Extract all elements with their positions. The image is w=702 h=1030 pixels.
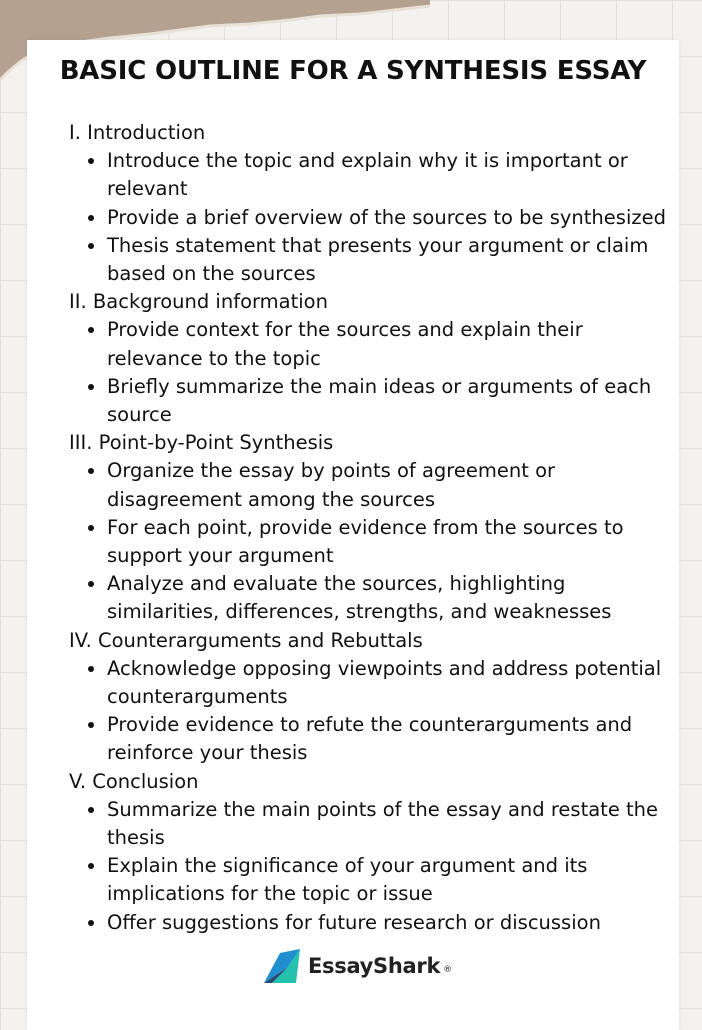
section-points [69,796,669,937]
section-points [69,147,669,288]
registered-mark: ® [443,965,453,975]
list-item: Explain the significance of your argument and its implications for the topic or issue [107,852,669,908]
list-item: Provide a brief overview of the sources to be synthesized [107,204,669,232]
list-item: Provide context for the sources and explain their relevance to the topic [107,316,669,372]
section-points [69,655,669,768]
list-item: Analyze and evaluate the sources, highlighting similarities, differences, strengths, and weaknesses [107,570,669,626]
page-title: BASIC OUTLINE FOR A SYNTHESIS ESSAY [59,56,647,86]
section-heading: II. Background information [69,290,328,314]
list-item: Briefly summarize the main ideas or arguments of each source [107,373,669,429]
section-points [69,457,669,626]
outline-section [69,429,669,626]
outline-list [69,119,669,937]
section-heading: IV. Counterarguments and Rebuttals [69,628,423,652]
list-item: Summarize the main points of the essay and restate the thesis [107,796,669,852]
outline-section [69,119,669,288]
section-points [69,316,669,429]
section-heading: I. Introduction [69,121,206,144]
outline-section [69,627,669,768]
outline-section [69,288,669,429]
list-item: Provide evidence to refute the counterarguments and reinforce your thesis [107,711,669,767]
list-item: Thesis statement that presents your argument or claim based on the sources [107,232,669,288]
brand-logo [262,946,452,986]
outline-section [69,768,669,937]
list-item: For each point, provide evidence from the sources to support your argument [107,514,669,570]
section-heading: III. Point-by-Point Synthesis [69,431,334,455]
shark-fin-logo-icon [262,947,302,985]
section-heading: V. Conclusion [69,769,199,793]
brand-name: EssayShark [308,954,441,978]
list-item: Organize the essay by points of agreement or disagreement among the sources [107,457,669,513]
list-item: Acknowledge opposing viewpoints and address potential counterarguments [107,655,669,711]
list-item: Offer suggestions for future research or discussion [107,909,669,937]
outline-card [27,40,679,1030]
list-item: Introduce the topic and explain why it is important or relevant [107,147,669,203]
